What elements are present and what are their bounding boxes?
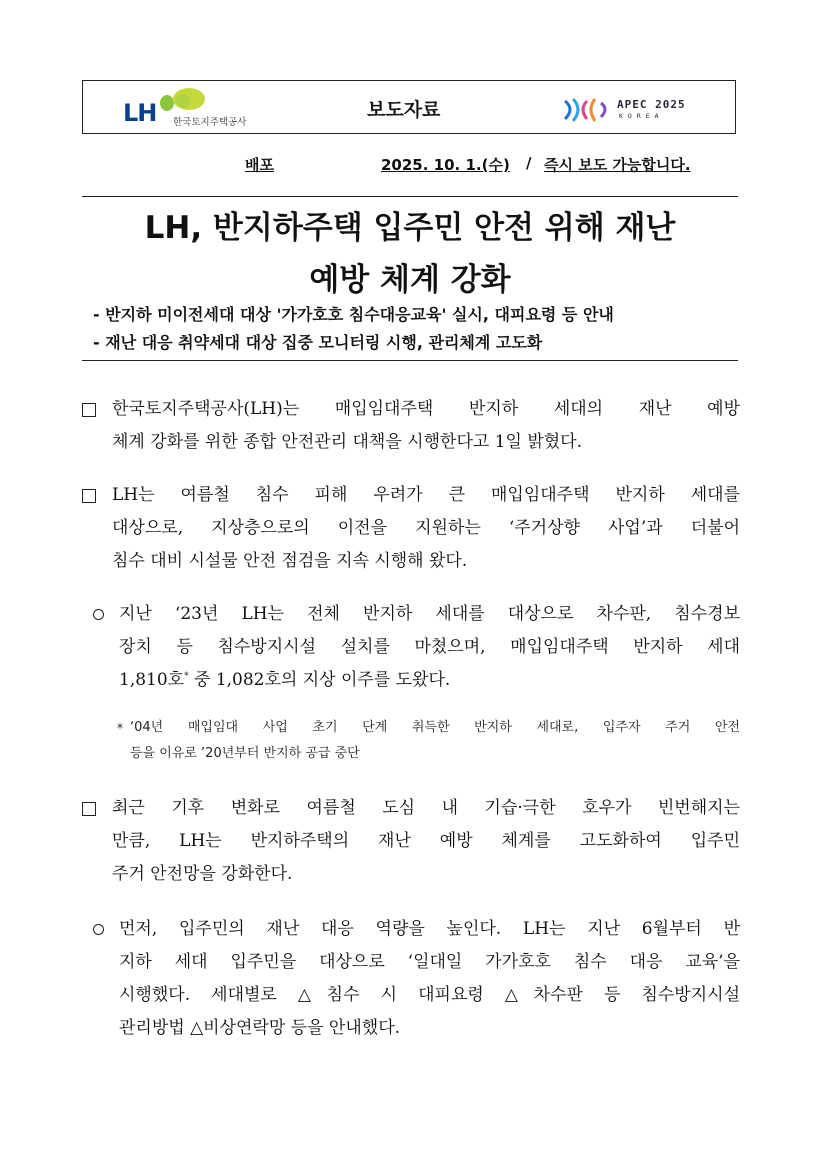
lh-wordmark: LH xyxy=(123,99,157,127)
headline-line-1: LH, 반지하주택 입주민 안전 위해 재난 xyxy=(144,210,676,246)
apec-2025-logo xyxy=(561,93,711,125)
paragraph-5 xyxy=(119,913,740,1045)
distribution-line xyxy=(0,154,819,178)
headline-line-2: 예방 체계 강화 xyxy=(309,262,511,298)
apec-emblem-icon xyxy=(561,93,615,125)
paragraph-line: 한국토지주택공사(LH)는 매입임대주택 반지하 세대의 재난 예방 xyxy=(112,399,740,419)
paragraph-text: 중 1,082호의 지상 이주를 도왔다. xyxy=(188,670,451,690)
distribution-label: 배포 xyxy=(245,156,274,174)
circle-bullet-icon xyxy=(93,609,104,620)
paragraph-line: 체계 강화를 위한 종합 안전관리 대책을 시행한다고 1일 밝혔다. xyxy=(112,432,582,452)
press-release-title: 보도자료 xyxy=(367,99,441,121)
paragraph-4 xyxy=(112,792,740,891)
paragraph-line xyxy=(119,664,740,697)
paragraph-line: 만큼, LH는 반지하주택의 재난 예방 체계를 고도화하여 입주민 xyxy=(112,831,740,851)
footnote-star: * xyxy=(117,721,123,735)
paragraph-line: 침수 대비 시설물 안전 점검을 지속 시행해 왔다. xyxy=(112,551,468,571)
square-bullet-icon xyxy=(82,802,96,816)
press-release-header xyxy=(82,80,736,134)
top-divider xyxy=(82,196,738,197)
subhead-1: - 반지하 미이전세대 대상 '가가호호 침수대응교육' 실시, 대피요령 등 안내 xyxy=(93,305,614,324)
paragraph-line: 대상으로, 지상층으로의 이전을 지원하는 ‘주거상향 사업’과 더불어 xyxy=(112,518,740,538)
circle-bullet-icon xyxy=(93,924,104,935)
release-date: 2025. 10. 1.(수) xyxy=(381,156,510,174)
lh-logo xyxy=(123,87,273,129)
paragraph-2 xyxy=(112,479,740,578)
footnote xyxy=(130,715,740,767)
footnote-line: 등을 이유로 ’20년부터 반지하 공급 중단 xyxy=(130,746,360,761)
paragraph-1 xyxy=(112,393,740,459)
square-bullet-icon xyxy=(82,489,96,503)
lh-leaf-icon xyxy=(145,87,235,115)
paragraph-line: 관리방법 △비상연락망 등을 안내했다. xyxy=(119,1018,401,1038)
paragraph-line: 주거 안전망을 강화한다. xyxy=(112,864,293,884)
subhead-2: - 재난 대응 취약세대 대상 집중 모니터링 시행, 관리체계 고도화 xyxy=(93,333,543,352)
square-bullet-icon xyxy=(82,403,96,417)
separator: / xyxy=(526,154,532,172)
paragraph-line: 먼저, 입주민의 재난 대응 역량을 높인다. LH는 지난 6월부터 반 xyxy=(119,919,740,939)
footnote-line: ‘04년 매입임대 사업 초기 단계 취득한 반지하 세대로, 입주자 주거 안전 xyxy=(130,720,740,735)
footnote-marker: * xyxy=(184,671,189,682)
paragraph-3 xyxy=(119,598,740,697)
paragraph-line: 최근 기후 변화로 여름철 도심 내 기습·극한 호우가 빈번해지는 xyxy=(112,798,740,818)
paragraph-line: 지난 ‘23년 LH는 전체 반지하 세대를 대상으로 차수판, 침수경보 xyxy=(119,604,740,624)
apec-subtitle: KOREA xyxy=(619,112,664,120)
paragraph-line: 시행했다. 세대별로 △침수 시 대피요령 △차수판 등 침수방지시설 xyxy=(119,985,740,1005)
paragraph-line: LH는 여름철 침수 피해 우려가 큰 매입임대주택 반지하 세대를 xyxy=(112,485,740,505)
lh-company-name: 한국토지주택공사 xyxy=(173,117,247,128)
unit-count: 1,810호 xyxy=(119,670,185,690)
apec-title: APEC 2025 xyxy=(617,98,686,111)
headline-divider xyxy=(82,360,738,361)
embargo-note: 즉시 보도 가능합니다. xyxy=(544,156,691,174)
paragraph-line: 지하 세대 입주민을 대상으로 ‘일대일 가가호호 침수 대응 교육’을 xyxy=(119,952,740,972)
paragraph-line: 장치 등 침수방지시설 설치를 마쳤으며, 매입임대주택 반지하 세대 xyxy=(119,637,740,657)
